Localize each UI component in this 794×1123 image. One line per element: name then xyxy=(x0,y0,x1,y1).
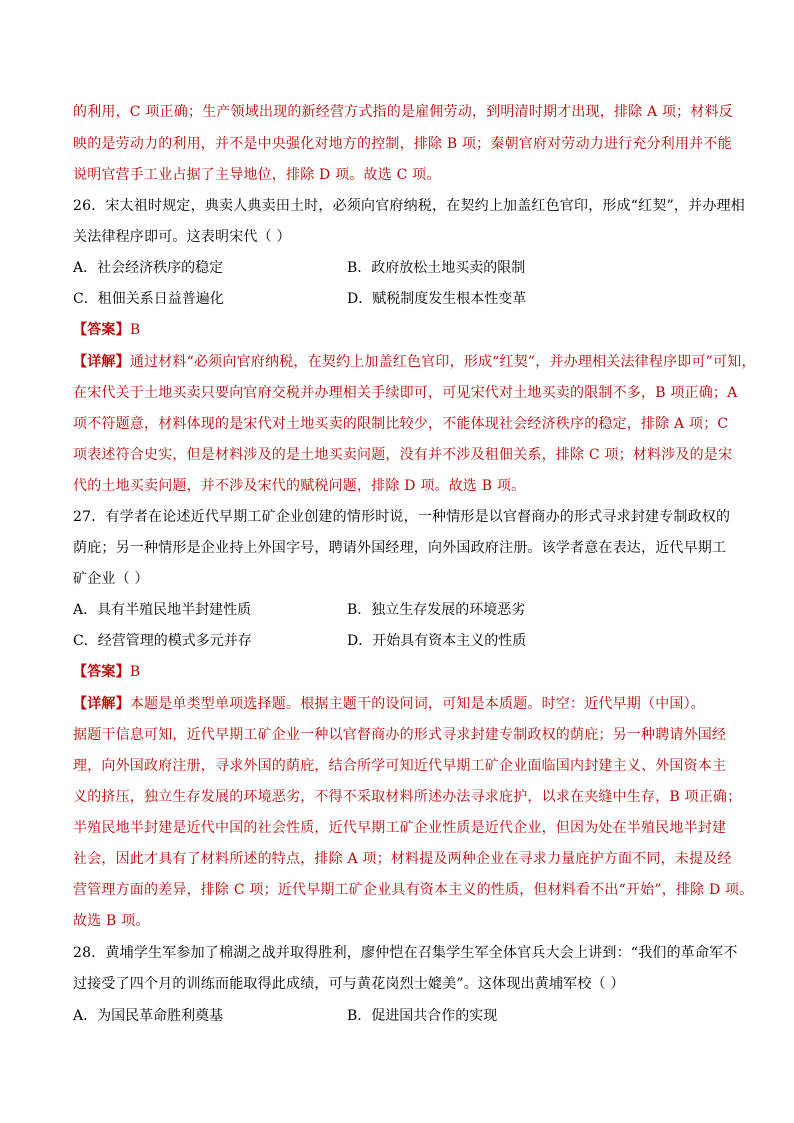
intro-line: 说明官营手工业占据了主导地位，排除 D 项。故选 C 项。 xyxy=(73,167,441,183)
q27-option-d: D．开始具有资本主义的性质 xyxy=(347,633,527,649)
q26-option-a: A．社会经济秩序的稳定 xyxy=(73,260,224,276)
q27-option-b: B．独立生存发展的环境恶劣 xyxy=(347,602,526,618)
q26-detail xyxy=(73,352,756,372)
detail-tag: 【详解】 xyxy=(73,354,130,370)
question-26-stem: 关法律程序即可。这表明宋代（ ） xyxy=(73,229,291,245)
q27-detail: 据题干信息可知，近代早期工矿企业一种以官督商办的形式寻求封建专制政权的荫庇；另一种聘请外国经 xyxy=(73,727,727,743)
q27-answer xyxy=(73,662,140,682)
question-28-stem: 28．黄埔学生军参加了棉湖之战并取得胜利，廖仲恺在召集学生军全体官兵大会上讲到：“我们的革命军不 xyxy=(73,945,738,961)
q27-detail: 故选 B 项。 xyxy=(73,913,150,929)
question-27-stem: 27．有学者在论述近代早期工矿企业创建的情形时说，一种情形是以官督商办的形式寻求封建专制政权的 xyxy=(73,509,731,525)
q28-option-b: B．促进国共合作的实现 xyxy=(347,1008,498,1024)
q27-detail: 理，向外国政府注册，寻求外国的荫庇，结合所学可知近代早期工矿企业面临国内封建主义、外国资本主 xyxy=(73,758,727,774)
intro-line: 映的是劳动力的利用，并不是中央强化对地方的控制，排除 B 项；秦朝官府对劳动力进行充分利用并不能 xyxy=(73,136,732,152)
detail-line: 通过材料“必须向官府纳税，在契约上加盖红色官印，形成“红契”，并办理相关法律程序即可”可知， xyxy=(129,354,756,370)
question-26-stem: 26．宋太祖时规定，典卖人典卖田土时，必须向官府纳税，在契约上加盖红色官印，形成“红契”，并办理相 xyxy=(73,198,745,214)
q26-option-d: D．赋税制度发生根本性变革 xyxy=(347,291,527,307)
q26-answer xyxy=(73,320,140,340)
q27-detail: 半殖民地半封建是近代中国的社会性质，近代早期工矿企业性质是近代企业，但因为处在半殖民地半封建 xyxy=(73,820,727,836)
q26-detail: 在宋代关于土地买卖只要向官府交税并办理相关手续即可，可见宋代对土地买卖的限制不多，B 项正确；A xyxy=(73,385,738,401)
q27-option-a: A．具有半殖民地半封建性质 xyxy=(73,602,252,618)
q27-detail: 义的挤压，独立生存发展的环境恶劣，不得不采取材料所述办法寻求庇护，以求在夹缝中生存，B 项正确； xyxy=(73,789,742,805)
q26-option-b: B．政府放松土地买卖的限制 xyxy=(347,260,526,276)
q27-detail xyxy=(73,694,705,714)
question-28-stem: 过接受了四个月的训练而能取得此成绩，可与黄花岗烈士媲美”。这体现出黄埔军校（ ） xyxy=(73,976,625,992)
q27-detail: 社会，因此才具有了材料所述的特点，排除 A 项；材料提及两种企业在寻求力量庇护方面不同，未提及经 xyxy=(73,851,732,867)
answer-value: B xyxy=(129,664,141,680)
answer-tag: 【答案】 xyxy=(73,664,130,680)
q28-option-a: A．为国民革命胜利奠基 xyxy=(73,1008,224,1024)
question-27-stem: 荫庇；另一种情形是企业持上外国字号，聘请外国经理，向外国政府注册。该学者意在表达，近代早期工 xyxy=(73,540,727,556)
intro-line: 的利用，C 项正确；生产领域出现的新经营方式指的是雇佣劳动，到明清时期才出现，排除 A 项；材料反 xyxy=(73,104,733,120)
q26-detail: 项不符题意，材料体现的是宋代对土地买卖的限制比较少，不能体现社会经济秩序的稳定，排除 A 项；C xyxy=(73,416,729,432)
q27-detail: 营管理方面的差异，排除 C 项；近代早期工矿企业具有资本主义的性质，但材料看不出“开始”，排除 D 项。 xyxy=(73,882,754,898)
detail-tag: 【详解】 xyxy=(73,696,130,712)
answer-value: B xyxy=(129,322,141,338)
q26-detail: 项表述符合史实，但是材料涉及的是土地买卖问题，没有并不涉及租佃关系，排除 C 项；材料涉及的是宋 xyxy=(73,447,733,463)
detail-line: 本题是单类型单项选择题。根据主题干的设问词，可知是本质题。时空：近代早期（中国）。 xyxy=(129,696,706,712)
q26-option-c: C．租佃关系日益普遍化 xyxy=(73,291,224,307)
q26-detail: 代的土地买卖问题，并不涉及宋代的赋税问题，排除 D 项。故选 B 项。 xyxy=(73,478,526,494)
question-27-stem: 矿企业（ ） xyxy=(73,571,149,587)
q27-option-c: C．经营管理的模式多元并存 xyxy=(73,633,252,649)
answer-tag: 【答案】 xyxy=(73,322,130,338)
